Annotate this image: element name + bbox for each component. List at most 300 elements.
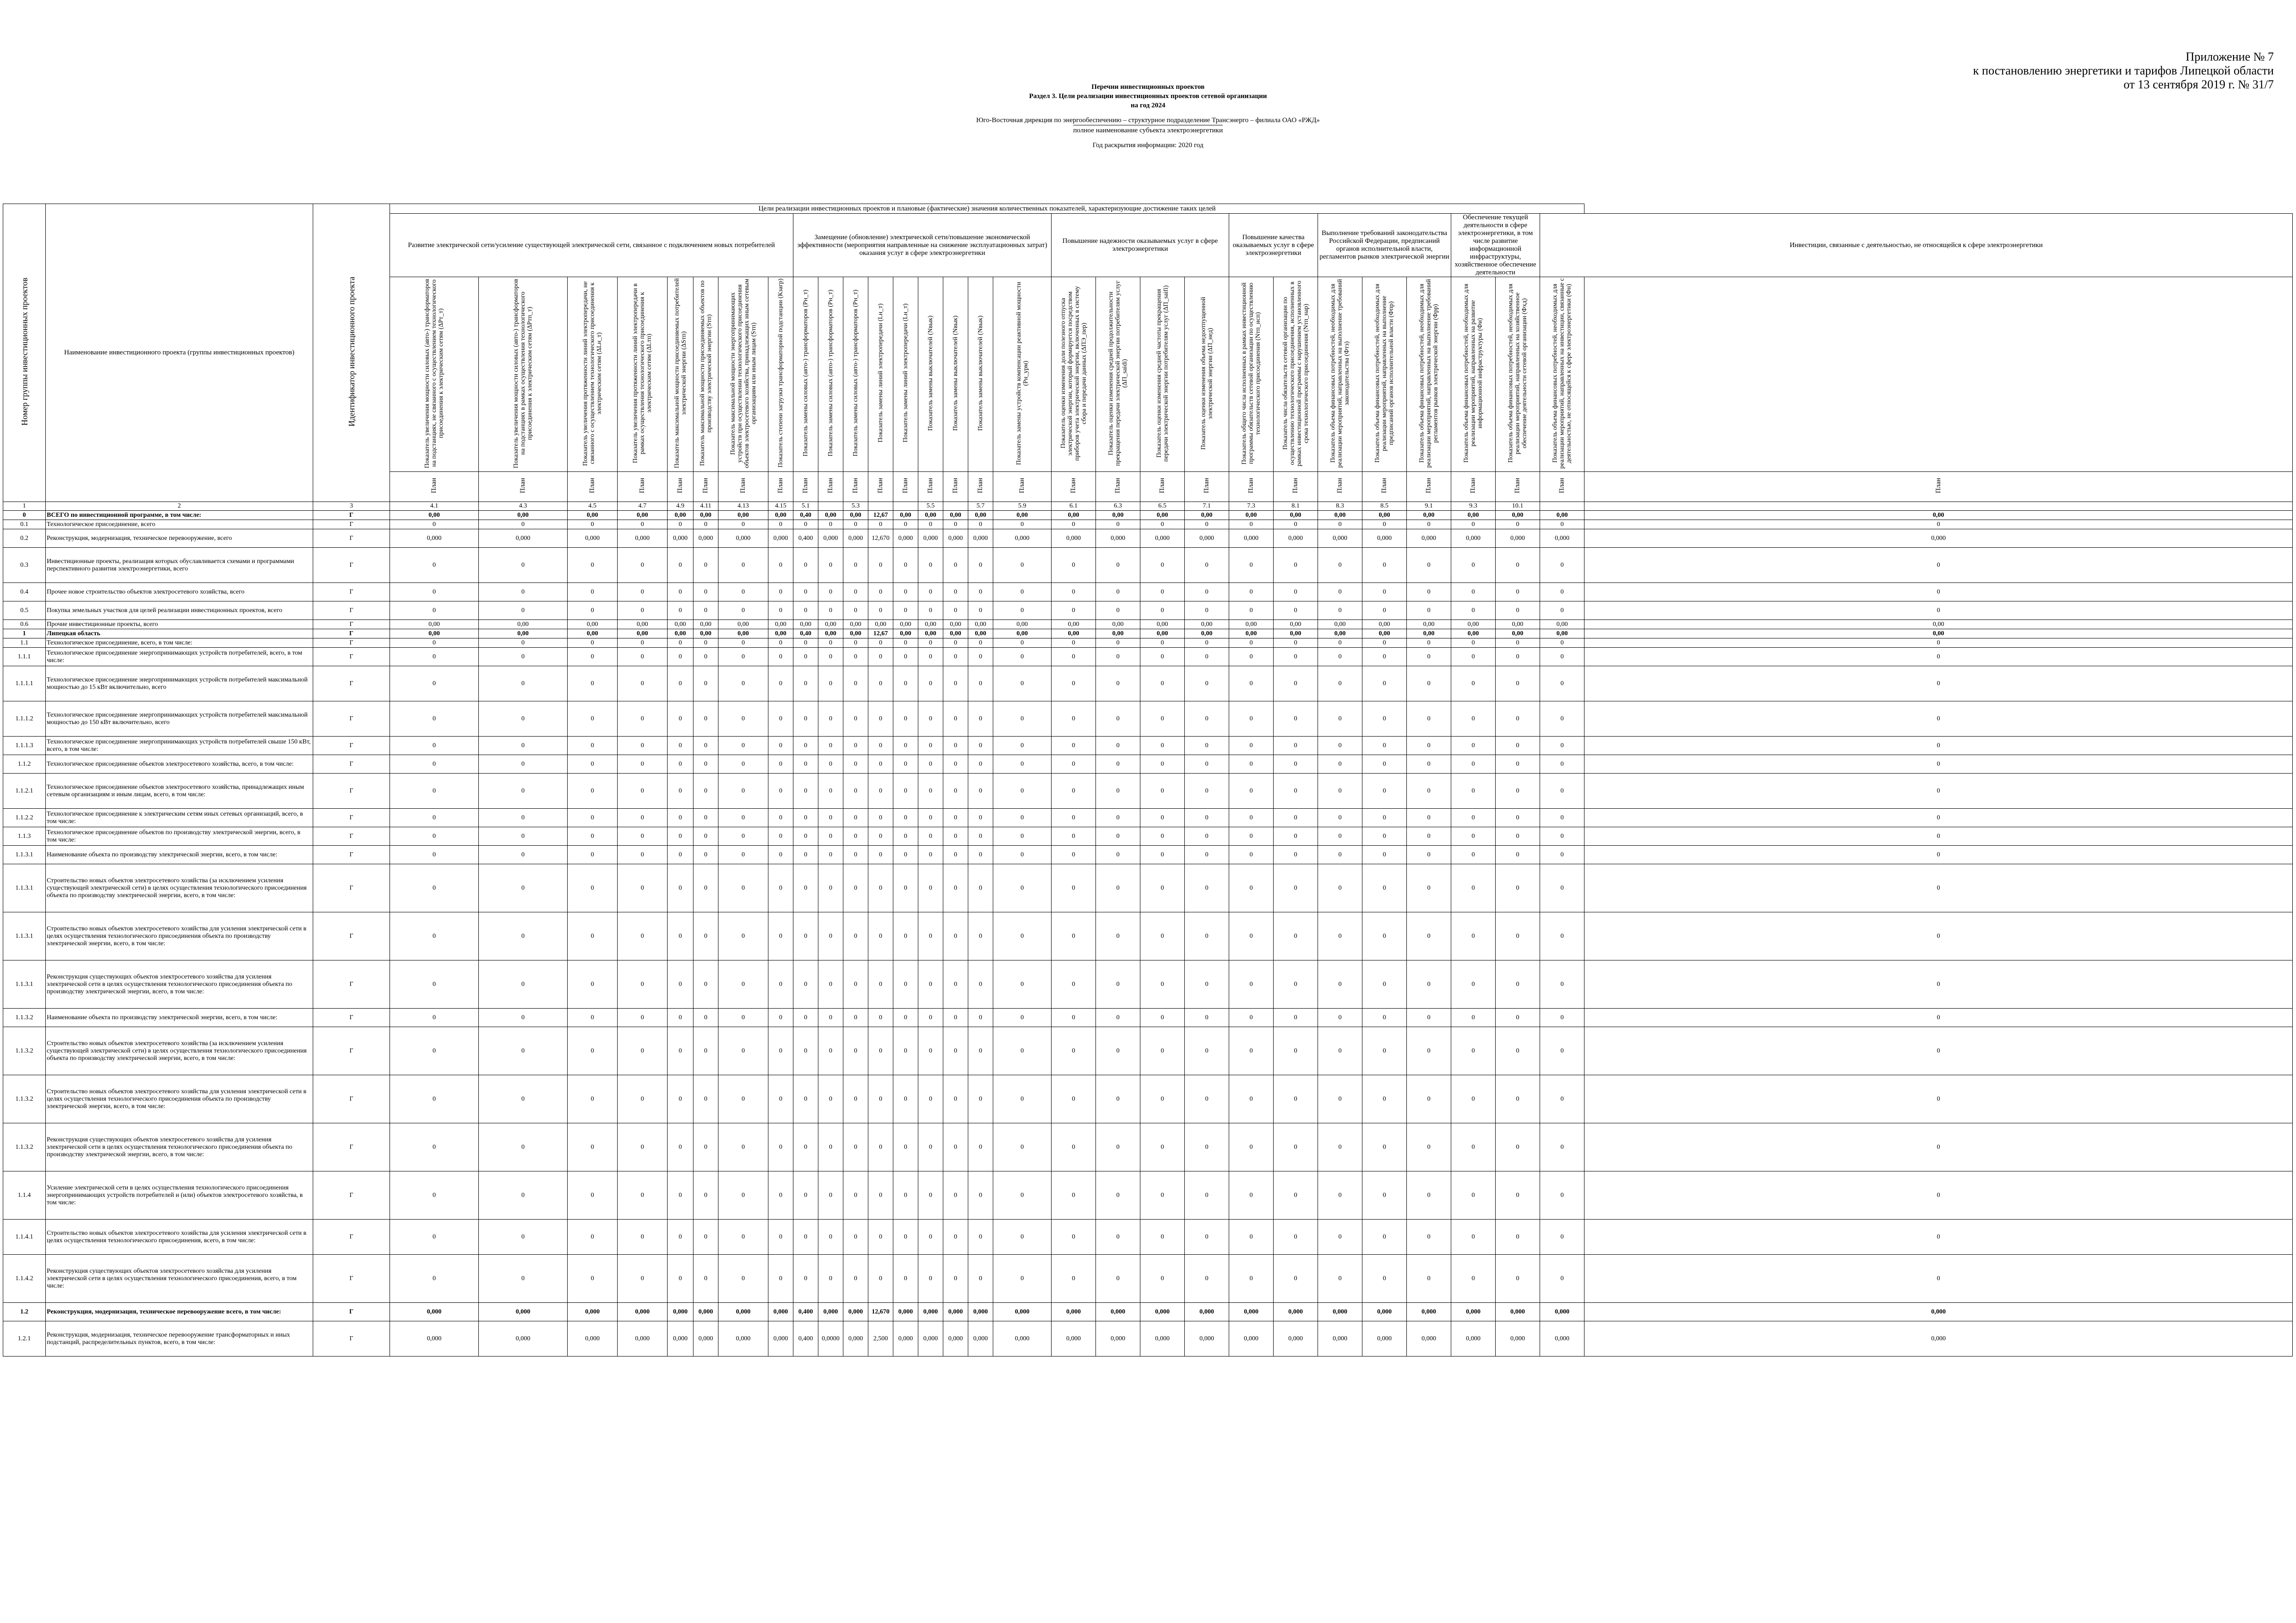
row-value: 0 <box>868 1255 893 1303</box>
row-value: 0 <box>568 666 618 701</box>
row-value: 0,400 <box>793 1303 818 1321</box>
header-indicator <box>768 277 793 472</box>
row-value: 0 <box>1274 1123 1318 1171</box>
row-project-name: Прочие инвестиционные проекты, всего <box>46 620 313 629</box>
row-value: 0 <box>568 827 618 846</box>
row-project-name: Технологическое присоединение объектов электросетевого хозяйства, принадлежащих иным сетевым организациям и иным лицам, всего, в том числе: <box>46 774 313 809</box>
row-value: 0 <box>1496 809 1540 827</box>
row-value: 0 <box>1318 755 1362 774</box>
row-value: 0 <box>568 774 618 809</box>
row-value: 0 <box>968 809 993 827</box>
row-value: 0,000 <box>1362 1303 1407 1321</box>
row-value: 0 <box>1362 1123 1407 1171</box>
row-value: 0 <box>479 737 568 755</box>
row-value: 0 <box>793 809 818 827</box>
header-indicator <box>868 277 893 472</box>
row-value: 0,000 <box>618 1303 668 1321</box>
row-value: 0 <box>843 1171 868 1220</box>
row-value: 0 <box>943 701 968 737</box>
row-value: 0,000 <box>768 1321 793 1357</box>
row-value: 0 <box>568 1009 618 1027</box>
row-value: 0 <box>568 701 618 737</box>
row-value: 0 <box>1229 846 1274 864</box>
row-value: 0 <box>818 638 843 648</box>
row-value: 0 <box>1274 1255 1318 1303</box>
row-value: 0 <box>818 583 843 601</box>
row-value: 0 <box>768 1009 793 1027</box>
row-value: 0 <box>1052 755 1096 774</box>
row-value: 0,000 <box>843 1303 868 1321</box>
row-value: 0,000 <box>1407 1303 1451 1321</box>
header-indicator <box>843 277 868 472</box>
disclosure-year: Год раскрытия информации: 2020 год <box>1092 142 1204 149</box>
row-value: 0 <box>693 1075 718 1123</box>
header-plan-text: План <box>739 477 747 493</box>
row-value: 0 <box>693 1255 718 1303</box>
row-value: 0 <box>968 846 993 864</box>
row-value: 0 <box>1407 827 1451 846</box>
row-value: 0,000 <box>918 1303 943 1321</box>
row-value: 0,000 <box>390 1321 479 1357</box>
row-value: 0 <box>1540 809 1584 827</box>
row-value: 0 <box>718 583 768 601</box>
row-value: 0 <box>1052 809 1096 827</box>
header-indicator-text: Показатель оценки изменения средней частоты прекращения передачи электрической энергии потребителям услуг (ΔП_saifi) <box>1155 285 1170 462</box>
row-value: 0 <box>1540 864 1584 912</box>
row-value: 0 <box>568 1027 618 1075</box>
row-value: 0 <box>1274 638 1318 648</box>
row-value: 0 <box>843 638 868 648</box>
row-value: 0,00 <box>968 511 993 520</box>
row-value: 0 <box>968 638 993 648</box>
row-value: 0 <box>868 638 893 648</box>
row-value: 0 <box>1451 701 1496 737</box>
row-value: 0 <box>868 827 893 846</box>
row-value: 0 <box>1096 737 1140 755</box>
row-value: 0 <box>390 1075 479 1123</box>
row-value: 0 <box>968 912 993 960</box>
row-value: 0 <box>993 548 1052 583</box>
header-plan-text: План <box>1469 477 1477 493</box>
row-value: 0 <box>968 1171 993 1220</box>
row-value: 0 <box>668 960 693 1009</box>
row-value: 0,000 <box>843 529 868 548</box>
column-number: 6.5 <box>1140 502 1185 511</box>
row-value: 0 <box>1229 960 1274 1009</box>
row-value: 0 <box>918 638 943 648</box>
row-value: 0 <box>993 1171 1052 1220</box>
row-value: 0,00 <box>1407 511 1451 520</box>
row-value: 0 <box>918 701 943 737</box>
row-value: 0 <box>1584 648 2293 666</box>
header-indicator-text: Показатель объема финансовых потребностей, необходимых для реализации мероприятий, направленных на развитие информационной инфраструктуры (Фи) <box>1463 284 1484 463</box>
row-value: 0 <box>1407 1075 1451 1123</box>
row-value: 0 <box>993 1027 1052 1075</box>
row-value: 0 <box>1540 1027 1584 1075</box>
row-value: 0 <box>1140 864 1185 912</box>
row-value: 0 <box>1052 666 1096 701</box>
row-value: 0,00 <box>768 629 793 638</box>
row-value: 0 <box>479 1255 568 1303</box>
row-value: 0 <box>1451 809 1496 827</box>
row-value: 0 <box>618 1220 668 1255</box>
row-value: 0 <box>1318 864 1362 912</box>
row-value: 0 <box>1318 638 1362 648</box>
row-value: 0 <box>618 666 668 701</box>
row-value: 0 <box>618 960 668 1009</box>
row-number: 1.1.3.2 <box>3 1009 46 1027</box>
row-value: 0 <box>943 846 968 864</box>
row-value: 0 <box>893 846 918 864</box>
row-value: 0,000 <box>668 1321 693 1357</box>
row-value: 0 <box>943 583 968 601</box>
row-value: 0 <box>1362 520 1407 529</box>
row-value: 0 <box>1496 864 1540 912</box>
row-value: 0 <box>693 827 718 846</box>
header-indicator-text: Показатель числа обязательств сетевой организации по осуществлению технологического присоединения, исполненных в рамках инвестиционной программы с нарушением установленного срока технологического присоединения (Nтп_нар) <box>1281 280 1310 466</box>
row-value: 0 <box>868 1075 893 1123</box>
row-value: 0 <box>893 737 918 755</box>
row-value: 0 <box>818 755 843 774</box>
row-value: 0 <box>479 1075 568 1123</box>
row-value: 0 <box>1185 666 1229 701</box>
column-number: 8.3 <box>1318 502 1362 511</box>
row-value: 0 <box>618 809 668 827</box>
row-value: 0 <box>1274 774 1318 809</box>
row-value: 0,000 <box>1584 1303 2293 1321</box>
row-value: 0 <box>390 827 479 846</box>
row-value: 0 <box>718 737 768 755</box>
row-value: 0 <box>1451 548 1496 583</box>
row-value: 0 <box>1052 960 1096 1009</box>
row-value: 0 <box>1584 912 2293 960</box>
row-value: 0 <box>968 520 993 529</box>
header-indicator-text: Показатель увеличения мощности силовых (авто-) трансформаторов на подстанциях, не связанного с осуществлением технологического присоединения к электрическим сетям (ΔPт_т) <box>424 278 445 468</box>
header-indicator <box>479 277 568 472</box>
row-value: 0 <box>1451 520 1496 529</box>
row-value: 0 <box>568 737 618 755</box>
row-value: 0 <box>918 1220 943 1255</box>
row-value: 0 <box>1052 1171 1096 1220</box>
row-project-name: Реконструкция существующих объектов электросетевого хозяйства для усиления электрической сети в целях осуществления технологического присоединения объекта по производству электрической энергии, всего, в том числе: <box>46 1123 313 1171</box>
row-value: 0 <box>843 1009 868 1027</box>
row-value: 0 <box>618 912 668 960</box>
row-value: 0 <box>1540 520 1584 529</box>
row-value: 0 <box>768 774 793 809</box>
row-number: 0.2 <box>3 529 46 548</box>
row-value: 0 <box>1274 846 1318 864</box>
row-value: 0 <box>1185 520 1229 529</box>
row-value: 0 <box>1140 809 1185 827</box>
row-value: 0 <box>568 520 618 529</box>
row-value: 0 <box>718 701 768 737</box>
row-value: 0,000 <box>843 1321 868 1357</box>
row-value: 0 <box>718 548 768 583</box>
row-project-id: Г <box>313 864 390 912</box>
row-value: 0 <box>1540 912 1584 960</box>
row-value: 0,00 <box>1540 629 1584 638</box>
row-value: 0 <box>993 1255 1052 1303</box>
row-value: 0 <box>793 846 818 864</box>
row-value: 0 <box>1140 601 1185 620</box>
row-value: 0 <box>1140 827 1185 846</box>
header-plan-text: План <box>902 477 909 493</box>
row-value: 0 <box>1140 1027 1185 1075</box>
row-value: 0 <box>1185 864 1229 912</box>
title-line-2: Раздел 3. Цели реализации инвестиционных проектов сетевой организации <box>1029 93 1267 100</box>
row-value: 0 <box>1407 864 1451 912</box>
row-value: 0 <box>893 1123 918 1171</box>
row-value: 0 <box>1584 601 2293 620</box>
row-value: 0 <box>968 864 993 912</box>
row-value: 0 <box>1052 827 1096 846</box>
row-value: 0 <box>1496 912 1540 960</box>
header-indicator-text: Показатель увеличения мощности силовых (авто-) трансформаторов на подстанциях в рамках осуществления технологического присоединения к электрическим сетям (ΔPтп_т) <box>513 278 533 468</box>
row-value: 0 <box>1362 1027 1407 1075</box>
row-value: 0 <box>1584 1009 2293 1027</box>
row-value: 0,00 <box>993 620 1052 629</box>
row-value: 0 <box>1229 912 1274 960</box>
row-value: 0,0000 <box>818 1321 843 1357</box>
row-value: 0 <box>1407 1171 1451 1220</box>
row-value: 0 <box>568 1075 618 1123</box>
row-value: 0 <box>968 1220 993 1255</box>
column-number <box>818 502 843 511</box>
header-indicator <box>1362 277 1407 472</box>
row-value: 0 <box>693 701 718 737</box>
row-number: 1.1.3.1 <box>3 846 46 864</box>
row-value: 0 <box>768 864 793 912</box>
row-value: 0,000 <box>993 1303 1052 1321</box>
row-value: 0 <box>843 666 868 701</box>
header-plan <box>968 472 993 502</box>
row-value: 0 <box>818 666 843 701</box>
column-number: 4.7 <box>618 502 668 511</box>
row-value: 0 <box>1584 666 2293 701</box>
header-indicator-text: Показатель объема финансовых потребностей, необходимых для реализации мероприятий, направленных на инвестиции, связанные с деятельностью, не относящейся к сфере электроэнергетики (Фн) <box>1552 278 1573 469</box>
row-value: 0 <box>1540 1123 1584 1171</box>
row-value: 0 <box>1274 864 1318 912</box>
row-value: 0 <box>943 827 968 846</box>
row-value: 0,000 <box>1052 1303 1096 1321</box>
row-value: 0 <box>1096 1075 1140 1123</box>
row-value: 0 <box>1362 827 1407 846</box>
row-value: 0 <box>668 846 693 864</box>
row-value: 0 <box>479 1220 568 1255</box>
row-value: 0 <box>1096 1027 1140 1075</box>
row-value: 0 <box>793 774 818 809</box>
row-value: 0 <box>668 1220 693 1255</box>
row-value: 0 <box>918 809 943 827</box>
row-value: 0,00 <box>768 620 793 629</box>
row-value: 0 <box>1096 1220 1140 1255</box>
row-value: 0 <box>1496 1171 1540 1220</box>
row-value: 0 <box>668 701 693 737</box>
row-value: 0 <box>390 864 479 912</box>
row-value: 0 <box>1540 737 1584 755</box>
row-value: 0,00 <box>1451 620 1496 629</box>
header-plan <box>618 472 668 502</box>
row-value: 0 <box>968 774 993 809</box>
row-value: 0 <box>693 1171 718 1220</box>
row-value: 0 <box>843 520 868 529</box>
row-number: 0.6 <box>3 620 46 629</box>
row-value: 0 <box>1496 1220 1540 1255</box>
row-value: 0 <box>993 1075 1052 1123</box>
header-plan-text: План <box>676 477 684 493</box>
row-value: 0 <box>693 809 718 827</box>
row-value: 0 <box>918 1255 943 1303</box>
row-value: 0 <box>1185 827 1229 846</box>
row-value: 0 <box>479 960 568 1009</box>
header-plan <box>868 472 893 502</box>
row-value: 12,670 <box>868 529 893 548</box>
row-value: 0 <box>768 1075 793 1123</box>
row-value: 0,00 <box>993 629 1052 638</box>
column-number: 5.7 <box>968 502 993 511</box>
annex-date: от 13 сентября 2019 г. № 31/7 <box>2123 78 2274 91</box>
row-value: 0 <box>868 1171 893 1220</box>
row-value: 0,000 <box>1407 529 1451 548</box>
row-value: 0,00 <box>1185 511 1229 520</box>
row-value: 0 <box>968 583 993 601</box>
row-value: 0 <box>818 701 843 737</box>
header-indicator <box>918 277 943 472</box>
row-value: 0 <box>479 520 568 529</box>
row-value: 0 <box>1096 809 1140 827</box>
row-value: 0 <box>768 583 793 601</box>
header-indicator-text: Показатель общего числа исполненных в рамках инвестиционной программы обязательств сетевой организации по осуществлению технологического присоединения (Nтп_исп) <box>1241 282 1262 465</box>
row-number: 0.3 <box>3 548 46 583</box>
row-project-id: Г <box>313 1009 390 1027</box>
row-value: 0 <box>1140 666 1185 701</box>
row-value: 0 <box>943 648 968 666</box>
row-value: 0 <box>1540 583 1584 601</box>
row-value: 0 <box>943 774 968 809</box>
row-value: 0 <box>1496 827 1540 846</box>
row-value: 0 <box>1407 701 1451 737</box>
header-indicator <box>1229 277 1274 472</box>
row-value: 0 <box>693 648 718 666</box>
row-value: 0 <box>968 1123 993 1171</box>
row-number: 1.2 <box>3 1303 46 1321</box>
row-value: 0 <box>1540 960 1584 1009</box>
table-row <box>3 809 2293 827</box>
header-plan-text: План <box>1292 477 1299 493</box>
row-value: 0 <box>1451 774 1496 809</box>
row-value: 0 <box>768 520 793 529</box>
row-value: 0 <box>1140 548 1185 583</box>
row-project-id: Г <box>313 912 390 960</box>
row-value: 0 <box>668 601 693 620</box>
row-project-id: Г <box>313 809 390 827</box>
row-value: 0 <box>1185 1009 1229 1027</box>
row-project-id: Г <box>313 601 390 620</box>
row-value: 0 <box>893 1009 918 1027</box>
row-value: 0 <box>1496 774 1540 809</box>
row-value: 0 <box>693 774 718 809</box>
row-project-name: Технологическое присоединение энергопринимающих устройств потребителей, всего, в том числе: <box>46 648 313 666</box>
table-row <box>3 1303 2293 1321</box>
row-project-id: Г <box>313 1075 390 1123</box>
row-value: 0,000 <box>1362 529 1407 548</box>
table-row <box>3 1123 2293 1171</box>
row-value: 0 <box>918 520 943 529</box>
row-value: 0 <box>1318 809 1362 827</box>
header-indicator-text: Показатель объема финансовых потребностей, необходимых для реализации мероприятий, направленных на выполнение требований законодательства (Фтз) <box>1330 279 1350 468</box>
row-value: 0,000 <box>1540 1303 1584 1321</box>
table-row <box>3 1255 2293 1303</box>
header-plan <box>993 472 1052 502</box>
row-value: 0 <box>793 701 818 737</box>
row-value: 0 <box>943 1255 968 1303</box>
row-value: 0,00 <box>918 620 943 629</box>
row-value: 0 <box>1362 774 1407 809</box>
row-value: 0,000 <box>1540 1321 1584 1357</box>
row-value: 0 <box>568 1171 618 1220</box>
row-value: 0 <box>668 1075 693 1123</box>
row-value: 0 <box>1274 809 1318 827</box>
row-value: 0 <box>1185 601 1229 620</box>
column-number: 4.11 <box>693 502 718 511</box>
header-indicator <box>693 277 718 472</box>
table-row <box>3 1027 2293 1075</box>
row-value: 0 <box>1407 1009 1451 1027</box>
row-value: 0 <box>1496 960 1540 1009</box>
row-value: 0 <box>1362 548 1407 583</box>
row-value: 0,00 <box>1318 511 1362 520</box>
row-value: 0 <box>818 827 843 846</box>
row-value: 0 <box>1052 601 1096 620</box>
row-value: 0 <box>1362 666 1407 701</box>
row-value: 0 <box>1185 1027 1229 1075</box>
row-value: 0,000 <box>918 529 943 548</box>
header-plan-text: План <box>827 477 834 493</box>
row-value: 0 <box>668 827 693 846</box>
row-value: 0 <box>1362 1255 1407 1303</box>
row-value: 0 <box>479 912 568 960</box>
header-indicator-text: Показатель замены устройств компенсации реактивной мощности (Pн_урм) <box>1015 281 1029 465</box>
header-plan <box>843 472 868 502</box>
row-value: 0 <box>1229 1171 1274 1220</box>
row-project-name: Строительство новых объектов электросетевого хозяйства для усиления электрической сети в целях осуществления технологического присоединения, всего, в том числе: <box>46 1220 313 1255</box>
header-plan-text: План <box>852 477 859 493</box>
column-number: 6.1 <box>1052 502 1096 511</box>
row-value: 0 <box>1052 1009 1096 1027</box>
row-value: 0 <box>618 601 668 620</box>
row-value: 0 <box>1140 520 1185 529</box>
row-value: 0 <box>1496 1075 1540 1123</box>
row-value: 0 <box>1318 1220 1362 1255</box>
row-value: 0 <box>390 1009 479 1027</box>
header-indicator <box>1274 277 1318 472</box>
row-value: 0 <box>1229 666 1274 701</box>
row-value: 0 <box>1229 737 1274 755</box>
row-value: 0,00 <box>1318 629 1362 638</box>
row-value: 0 <box>1140 755 1185 774</box>
row-value: 0 <box>1362 1171 1407 1220</box>
table-row <box>3 648 2293 666</box>
row-value: 0 <box>1496 1027 1540 1075</box>
row-value: 0 <box>618 1171 668 1220</box>
row-value: 0,000 <box>1096 529 1140 548</box>
row-value: 0,00 <box>568 629 618 638</box>
row-value: 0 <box>668 1123 693 1171</box>
header-indicator-text: Показатель замены силовых (авто-) трансформаторов (Pн_т) <box>802 290 809 457</box>
row-value: 0 <box>1140 1171 1185 1220</box>
row-value: 0 <box>1096 827 1140 846</box>
row-number: 1.1.2.2 <box>3 809 46 827</box>
